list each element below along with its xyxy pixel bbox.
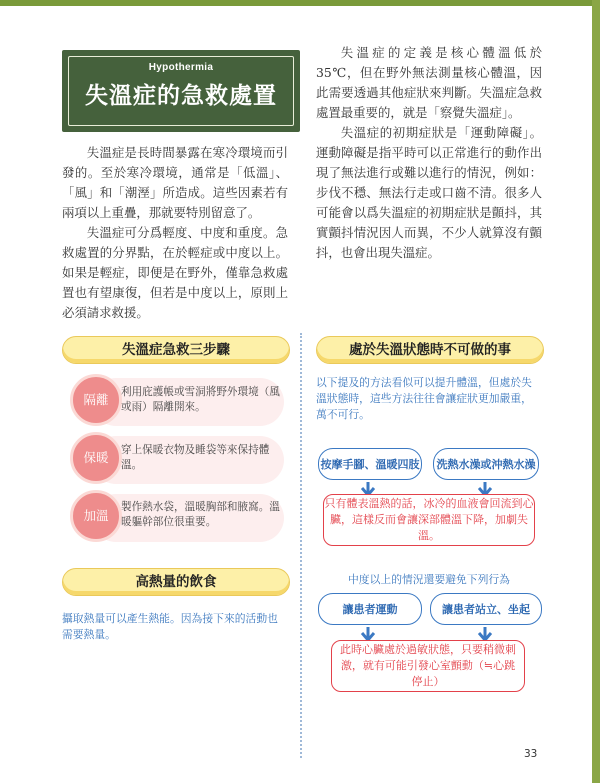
right-paragraph-2: 失溫症的初期症狀是「運動障礙」。運動障礙是指平時可以正常進行的動作出現了無法進行或難以進行的情況，例如：步伐不穩、無法行走或口齒不清。很多人可能會以爲失溫症的初期症狀是顫抖，其實顫抖情況因人而異，不少人就算沒有顫抖，也會出現失溫症。 (316, 125, 542, 260)
food-header: 高熱量的飲食 (62, 568, 290, 596)
title-chinese: 失溫症的急救處置 (85, 83, 277, 109)
pill-exercise: 讓患者運動 (318, 593, 422, 625)
pill-hot-bath: 洗熱水澡或沖熱水澡 (433, 448, 539, 480)
dont-intro: 以下提及的方法看似可以提升體溫，但處於失溫狀態時，這些方法往往會讓症狀更加嚴重，萬不可行。 (316, 376, 532, 421)
step-badge-isolate: 隔離 (70, 374, 122, 426)
title-english: Hypothermia (148, 62, 214, 73)
food-text: 攝取熱量可以產生熱能。因為接下來的活動也需要熱量。 (62, 612, 278, 641)
left-paragraph-2: 失溫症可分爲輕度、中度和重度。急救處置的分界點，在於輕症或中度以上。如果是輕症，即便是在野外，僅靠急救處置也有望康復，但若是中度以上，原則上必須請求救援。 (62, 225, 288, 320)
moderate-note: 中度以上的情況還要避免下列行為 (348, 573, 510, 586)
step-badge-heat: 加溫 (70, 490, 122, 542)
title-box (62, 50, 300, 132)
top-accent-bar (0, 0, 600, 6)
left-paragraph-1: 失溫症是長時間暴露在寒冷環境而引發的。至於寒冷環境，通常是「低溫」、「風」和「潮溼」所造成。這些因素若有兩項以上重疊，那就要特別留意了。 (62, 145, 288, 220)
dont-header: 處於失溫狀態時不可做的事 (316, 336, 544, 364)
right-paragraph-1: 失溫症的定義是核心體溫低於 35℃，但在野外無法測量核心體溫，因此需要透過其他症狀來判斷。失溫症急救處置最重要的，就是「察覺失溫症」。 (316, 45, 542, 120)
warning-box-1: 只有體表溫熱的話，冰冷的血液會回流到心臟，這樣反而會讓深部體溫下降，加劇失溫。 (323, 494, 535, 546)
page-number: 33 (524, 748, 538, 760)
right-edge-bar (592, 0, 600, 783)
column-divider (300, 333, 302, 758)
steps-header: 失溫症急救三步驟 (62, 336, 290, 364)
warning-box-2: 此時心臟處於過敏狀態，只要稍微刺激，就有可能引發心室顫動（≒心跳停止） (331, 640, 525, 692)
pill-massage: 按摩手腳、溫暖四肢 (318, 448, 422, 480)
pill-stand-up: 讓患者站立、坐起 (430, 593, 542, 625)
step-badge-warm: 保暖 (70, 432, 122, 484)
step-text-heat: 製作熱水袋，溫暖胸部和腋窩。溫暖軀幹部位很重要。 (121, 501, 280, 528)
step-text-warm: 穿上保暖衣物及睡袋等來保持體溫。 (121, 444, 270, 471)
step-text-isolate: 利用庇護帳或雪洞將野外環境（風或雨）隔離開來。 (121, 386, 280, 413)
